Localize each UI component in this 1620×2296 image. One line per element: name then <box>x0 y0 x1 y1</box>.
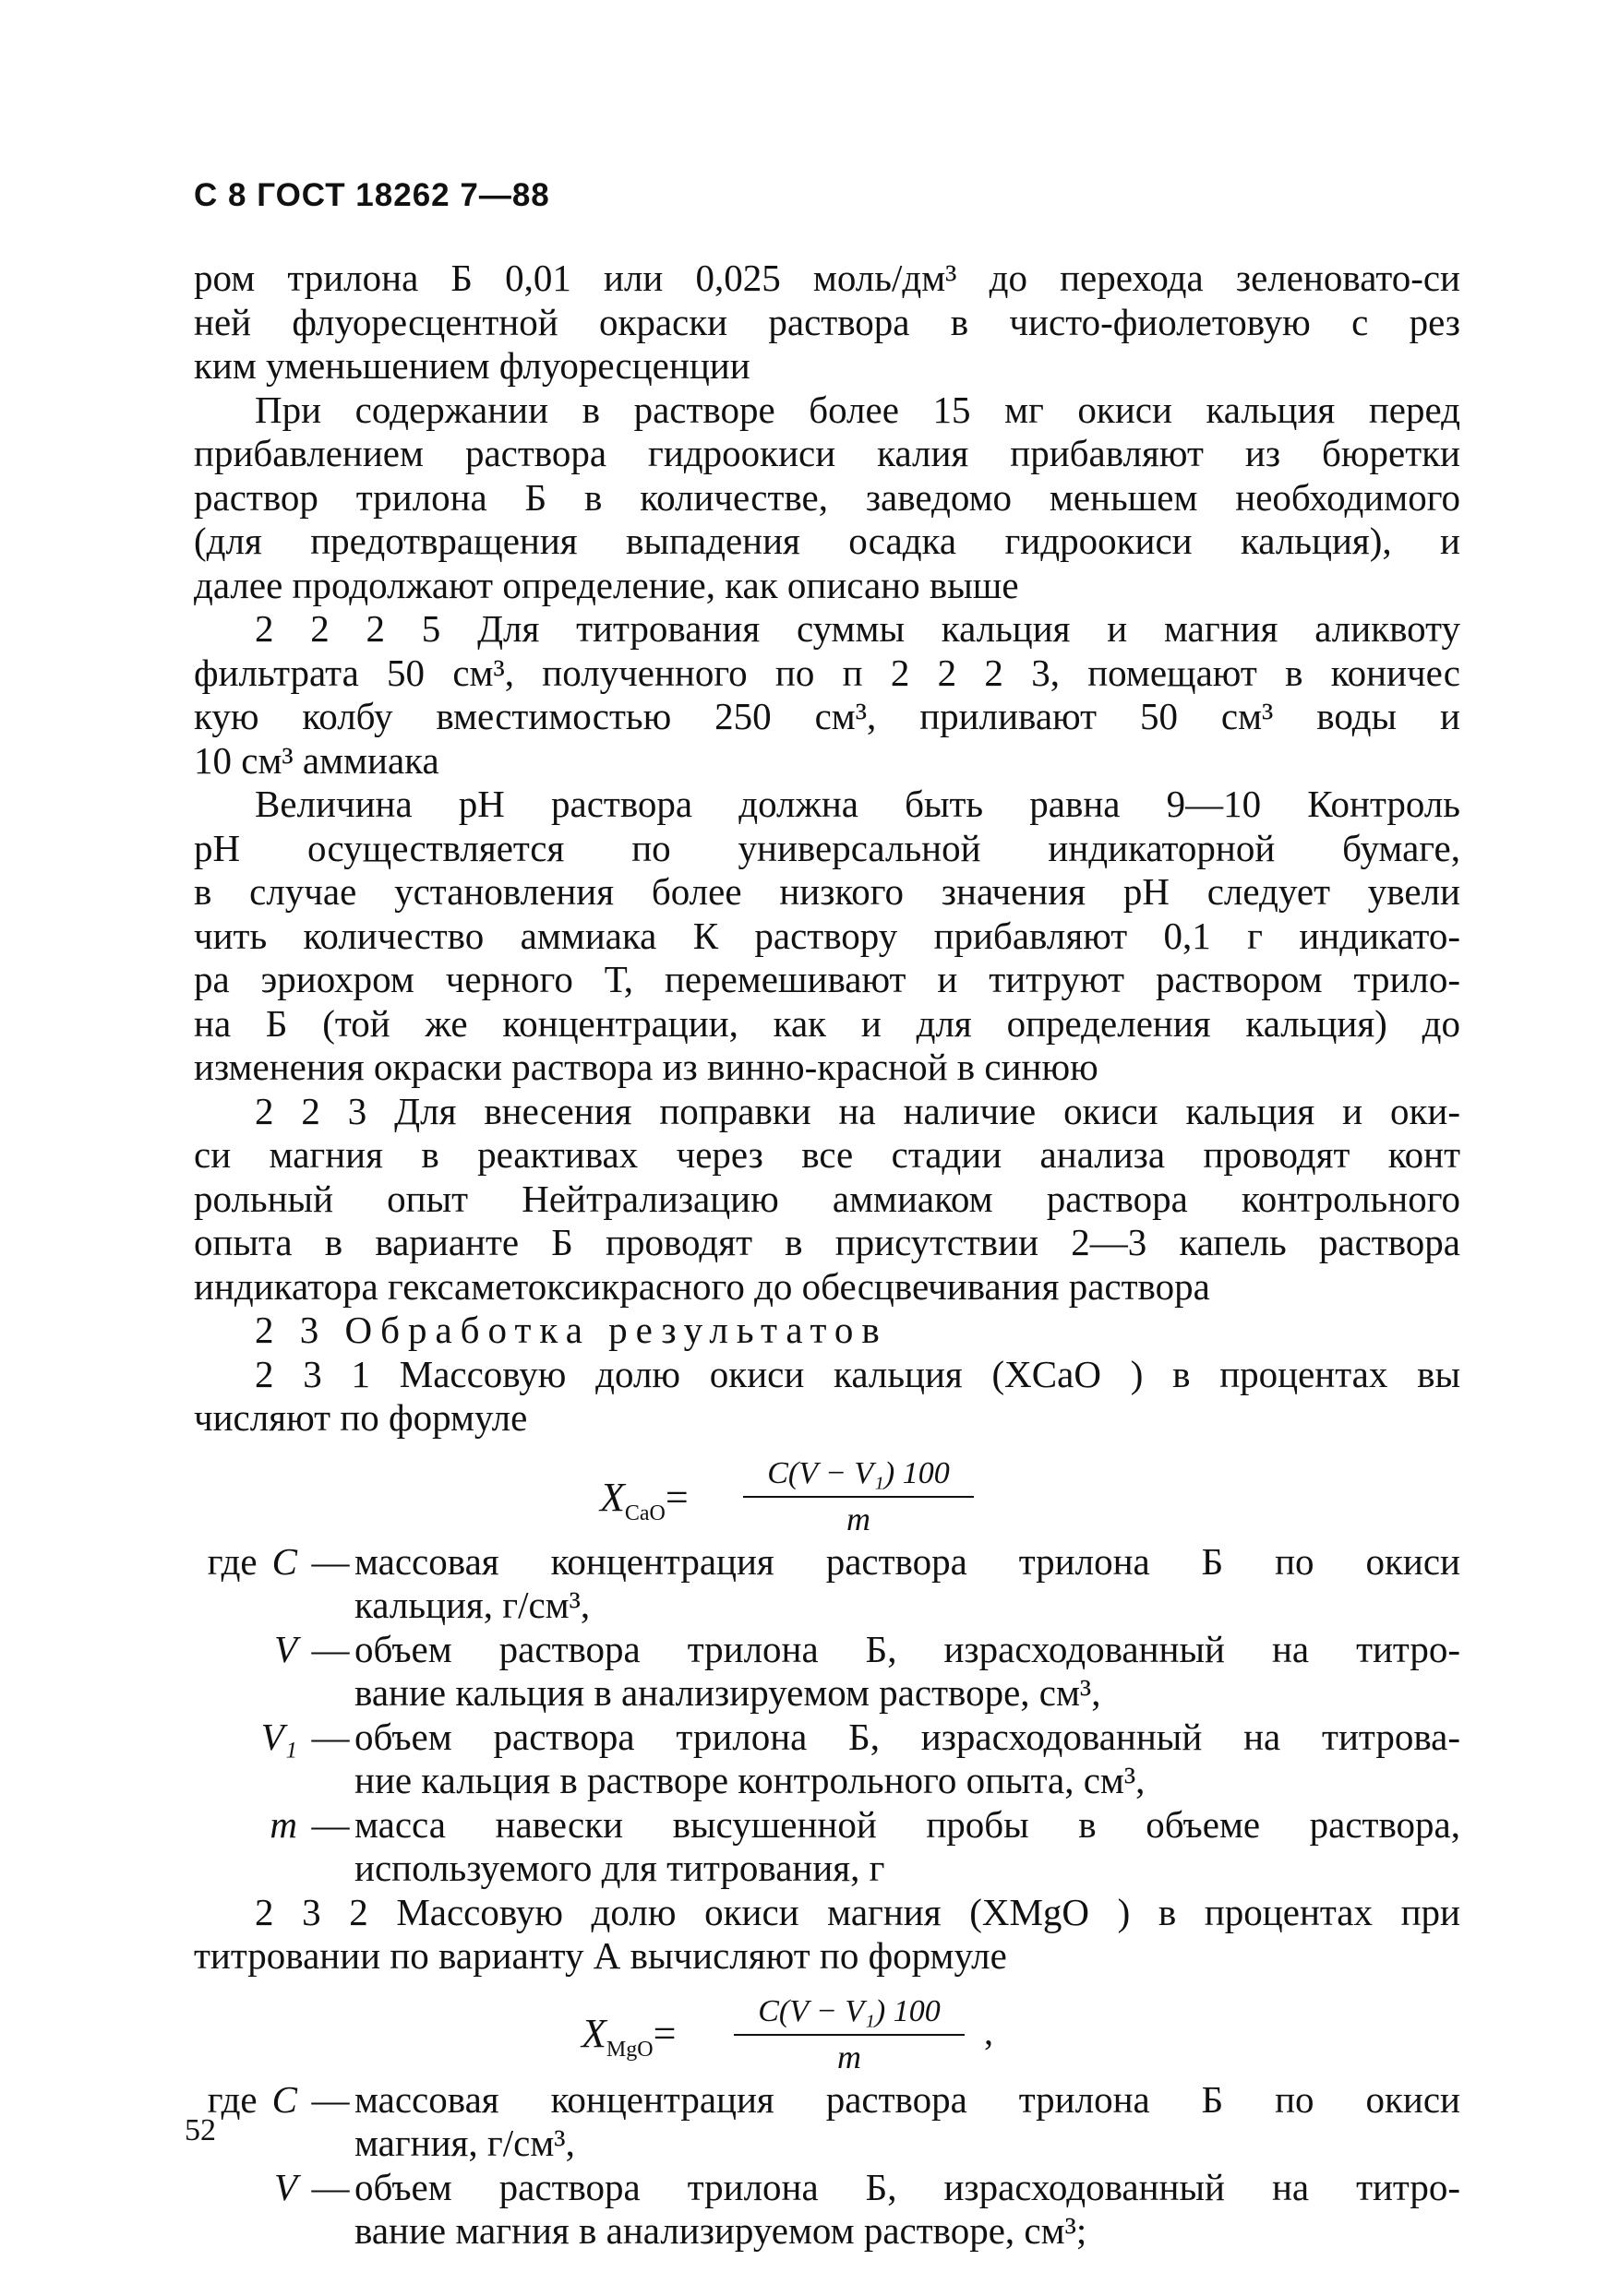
definition-item <box>194 2166 1460 2254</box>
text-line: далее продолжают определение, как описано выше <box>194 563 1019 606</box>
text-line: используемого для титрования, г <box>354 1847 885 1889</box>
text-line: 2 3 2 Массовую долю окиси магния (XMgO ) в процентах при <box>255 1890 1460 1933</box>
definition-symbol: m <box>270 1802 297 1846</box>
formula-equals: = <box>665 1474 689 1520</box>
paragraph-ph <box>194 783 1460 1090</box>
definitions-2 <box>194 2078 1460 2254</box>
text-line: 2 2 2 5 Для титрования суммы кальция и магния аликвоту <box>255 607 1460 650</box>
document-body <box>194 257 1460 2254</box>
symbol-text: C <box>271 2077 297 2121</box>
page-number: 52 <box>185 2113 216 2147</box>
text-line: рольный опыт Нейтрализацию аммиаком раствора контрольного <box>194 1177 1460 1220</box>
formula-lhs <box>600 1476 689 1536</box>
text-line: ром трилона Б 0,01 или 0,025 моль/дм³ до перехода зеленовато-си <box>194 257 1460 299</box>
text-line: Величина pH раствора должна быть равна 9—10 Контроль <box>255 783 1460 825</box>
definition-text <box>354 1716 1460 1803</box>
text-line: ра эриохром черного Т, перемешивают и титруют раствором трило- <box>194 958 1460 1000</box>
text-line: массовая концентрация раствора трилона Б по окиси <box>354 2077 1460 2121</box>
text-line: массовая концентрация раствора трилона Б по окиси <box>354 1539 1460 1583</box>
text-line: числяют по формуле <box>194 1396 528 1439</box>
text-line: pH осуществляется по универсальной индикаторной бумаге, <box>194 826 1460 869</box>
text-line: кую колбу вместимостью 250 см³, приливают 50 см³ воды и <box>194 695 1460 737</box>
text-line: 2 2 3 Для внесения поправки на наличие окиси кальция и оки- <box>255 1089 1460 1132</box>
definition-dash: — <box>311 1539 350 1583</box>
text-line: титровании по варианту А вычисляют по формуле <box>194 1934 1007 1977</box>
definition-item <box>194 1716 1460 1803</box>
text-line: прибавлением раствора гидроокиси калия прибавляют из бюретки <box>194 432 1460 474</box>
formula-numerator: C(V − V₁) 100 <box>758 1993 941 2028</box>
text-line: объем раствора трилона Б, израсходованный на титро- <box>354 2165 1460 2208</box>
section-heading-text: 2 3 Обработка результатов <box>255 1309 888 1351</box>
definition-symbol: V₁ <box>260 1715 297 1758</box>
formula-lhs <box>582 2012 676 2072</box>
text-line: ние кальция в растворе контрольного опыта, см³, <box>354 1759 1146 1801</box>
paragraph-1 <box>194 257 1460 389</box>
text-line: При содержании в растворе более 15 мг окиси кальция перед <box>255 388 1460 431</box>
definition-item <box>194 1628 1460 1716</box>
text-line: 2 3 1 Массовую долю окиси кальция (XCaO ) в процентах вы <box>255 1352 1460 1395</box>
definition-text <box>354 1803 1460 1891</box>
definition-item <box>194 1540 1460 1628</box>
where-word: где <box>207 1539 258 1583</box>
definition-text <box>354 1628 1460 1716</box>
text-line: вание кальция в анализируемом растворе, см³, <box>354 1671 1101 1714</box>
text-line: опыта в варианте Б проводят в присутствии 2—3 капель раствора <box>194 1221 1460 1263</box>
paragraph-2 <box>194 389 1460 608</box>
text-line: си магния в реактивах через все стадии анализа проводят конт <box>194 1133 1460 1176</box>
definition-symbol: V <box>273 1627 297 1670</box>
definition-dash: — <box>311 1715 350 1758</box>
paragraph-231 <box>194 1353 1460 1441</box>
text-line: масса навески высушенной пробы в объеме раствора, <box>354 1802 1460 1846</box>
formula-subscript: CaO <box>624 1501 666 1525</box>
formula-denominator: m <box>837 2038 861 2075</box>
text-line: объем раствора трилона Б, израсходованный на титро- <box>354 1627 1460 1670</box>
definition-text <box>354 2166 1460 2254</box>
formula-equals: = <box>653 2010 677 2056</box>
definition-text <box>354 1540 1460 1628</box>
where-word: где <box>207 2077 258 2121</box>
definition-item <box>194 1803 1460 1891</box>
definition-text <box>354 2078 1460 2166</box>
definition-symbol: V <box>273 2165 297 2208</box>
symbol-text: C <box>271 1539 297 1583</box>
formula-cao <box>194 1452 1460 1535</box>
formula-var: X <box>582 2010 606 2056</box>
formula-denominator: m <box>846 1500 870 1537</box>
definition-dash: — <box>311 1627 350 1670</box>
text-line: индикатора гексаметоксикрасного до обесцвечивания раствора <box>194 1264 1210 1308</box>
text-line: объем раствора трилона Б, израсходованный на титрова- <box>354 1715 1460 1758</box>
text-line: чить количество аммиака К раствору прибавляют 0,1 г индикато- <box>194 914 1460 957</box>
formula-mgo <box>194 1990 1460 2073</box>
formula-comma: , <box>984 2010 993 2052</box>
text-line: раствор трилона Б в количестве, заведомо меньшем необходимого <box>194 475 1460 519</box>
definition-dash: — <box>311 2165 350 2208</box>
paragraph-232 <box>194 1891 1460 1979</box>
text-line: вание магния в анализируемом растворе, см³; <box>354 2209 1087 2252</box>
page-header: С 8 ГОСТ 18262 7—88 <box>194 177 550 213</box>
text-line: (для предотвращения выпадения осадка гидроокиси кальция), и <box>194 520 1460 562</box>
paragraph-2225 <box>194 607 1460 783</box>
text-line: изменения окраски раствора из винно-красной в синюю <box>194 1046 1098 1088</box>
text-line: ким уменьшением флуоресценции <box>194 344 750 387</box>
text-line: фильтрата 50 см³, полученного по п 2 2 2 3, помещают в коничес <box>194 651 1460 694</box>
definitions-1 <box>194 1540 1460 1891</box>
text-line: кальция, г/см³, <box>354 1584 591 1626</box>
definition-item <box>194 2078 1460 2166</box>
text-line: магния, г/см³, <box>354 2122 575 2164</box>
formula-subscript: MgO <box>606 2037 654 2062</box>
text-line: ней флуоресцентной окраски раствора в чисто-фиолетовую с рез <box>194 300 1460 343</box>
text-line: 10 см³ аммиака <box>194 738 439 782</box>
definition-dash: — <box>311 2077 350 2121</box>
formula-var: X <box>600 1474 625 1520</box>
text-line: в случае установления более низкого значения pH следует увели <box>194 870 1460 913</box>
definition-symbol <box>194 1540 306 1628</box>
section-heading <box>194 1309 1460 1353</box>
text-line: на Б (той же концентрации, как и для определения кальция) до <box>194 1001 1460 1045</box>
definition-dash: — <box>311 1802 350 1846</box>
formula-numerator: C(V − V₁) 100 <box>767 1455 950 1490</box>
paragraph-223 <box>194 1090 1460 1309</box>
